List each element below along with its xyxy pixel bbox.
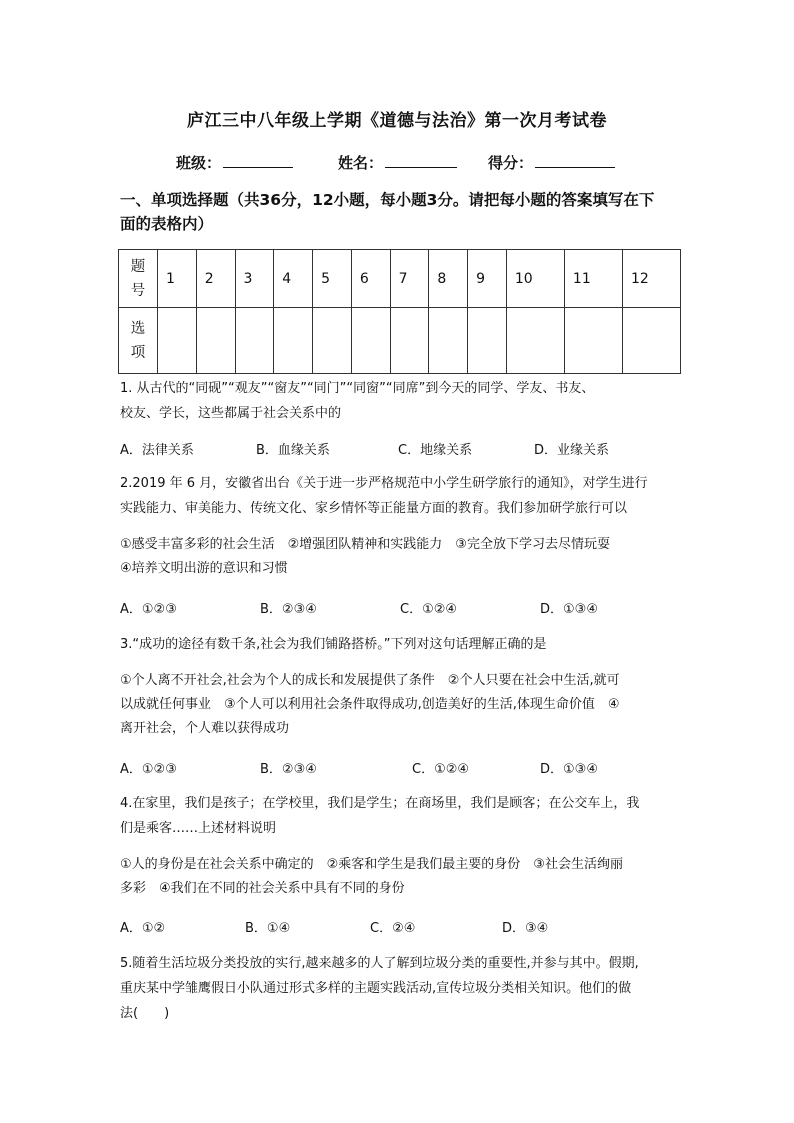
answer-cell[interactable] — [622, 308, 680, 374]
section-heading-line1: 一、单项选择题（共36分，12小题，每小题3分。请把每小题的答案填写在下 — [120, 191, 655, 209]
answer-cell[interactable] — [429, 308, 468, 374]
number-cell: 7 — [390, 250, 429, 308]
number-cell: 10 — [506, 250, 564, 308]
q2-choices-line1: ①感受丰富多彩的社会生活 ②增强团队精神和实践能力 ③完全放下学习去尽情玩耍 — [120, 537, 610, 552]
section-heading-line2: 面的表格内） — [120, 215, 214, 233]
number-cell: 3 — [235, 250, 274, 308]
q3-option-c: C．①②④ — [412, 762, 470, 777]
choice-header-cell — [119, 308, 158, 374]
answer-cell[interactable] — [564, 308, 622, 374]
name-blank[interactable] — [385, 153, 457, 168]
number-cell: 8 — [429, 250, 468, 308]
q1-line1: 1. 从古代的“同砚”“观友”“窗友”“同门”“同窗”“同席”到今天的同学、学友、书友、 — [120, 381, 595, 396]
q2-choices-line2: ④培养文明出游的意识和习惯 — [120, 561, 288, 576]
q1-option-c: C．地缘关系 — [398, 443, 473, 458]
q5-line3: 法( ) — [120, 1006, 170, 1021]
class-blank[interactable] — [223, 153, 293, 168]
q5-line2: 重庆某中学雏鹰假日小队通过形式多样的主题实践活动,宣传垃圾分类相关知识。他们的做 — [120, 981, 632, 996]
choice-header-char1: 选 — [130, 320, 146, 337]
number-cell: 2 — [196, 250, 235, 308]
page-title: 庐江三中八年级上学期《道德与法治》第一次月考试卷 — [187, 111, 607, 131]
number-cell: 4 — [274, 250, 313, 308]
q2-option-c: C．①②④ — [400, 602, 458, 617]
answer-cell[interactable] — [235, 308, 274, 374]
name-field — [338, 152, 457, 173]
answer-cell[interactable] — [390, 308, 429, 374]
number-cell: 6 — [351, 250, 390, 308]
q1-option-b: B．血缘关系 — [256, 443, 330, 458]
answer-cell[interactable] — [313, 308, 352, 374]
q3-line1: 3.“成功的途径有数千条,社会为我们铺路搭桥。”下列对这句话理解正确的是 — [120, 637, 547, 652]
number-header-char1: 题 — [130, 258, 146, 275]
number-cell: 5 — [313, 250, 352, 308]
answer-cell[interactable] — [158, 308, 197, 374]
answer-cell[interactable] — [506, 308, 564, 374]
q1-line2: 校友、学长，这些都属于社会关系中的 — [120, 406, 342, 421]
q4-line1: 4.在家里，我们是孩子；在学校里，我们是学生；在商场里，我们是顾客；在公交车上，我 — [120, 796, 640, 811]
q4-line2: 们是乘客……上述材料说明 — [120, 821, 277, 836]
q5-stem — [120, 951, 639, 1026]
q4-choices — [120, 853, 623, 901]
answer-cell[interactable] — [351, 308, 390, 374]
q3-choices — [120, 669, 620, 741]
number-header-cell — [119, 250, 158, 308]
q2-line2: 实践能力、审美能力、传统文化、家乡情怀等正能量方面的教育。我们参加研学旅行可以 — [120, 501, 628, 516]
q3-option-b: B．②③④ — [260, 762, 317, 777]
q3-choices-line3: 离开社会，个人难以获得成功 — [120, 721, 290, 736]
section-heading — [120, 188, 690, 236]
number-cell: 1 — [158, 250, 197, 308]
class-label: 班级： — [176, 154, 222, 172]
answer-cell[interactable] — [196, 308, 235, 374]
q4-option-b: B．①④ — [245, 921, 291, 936]
class-field — [176, 152, 293, 173]
q2-option-b: B．②③④ — [260, 602, 317, 617]
number-cell: 9 — [468, 250, 507, 308]
number-cell: 11 — [564, 250, 622, 308]
answer-cell[interactable] — [468, 308, 507, 374]
number-cell: 12 — [622, 250, 680, 308]
score-field — [488, 152, 615, 173]
q1-option-a: A．法律关系 — [120, 443, 194, 458]
q4-option-c: C．②④ — [370, 921, 416, 936]
score-label: 得分： — [488, 154, 534, 172]
q2-stem — [120, 471, 648, 521]
q5-line1: 5.随着生活垃圾分类投放的实行,越来越多的人了解到垃圾分类的重要性,并参与其中。假期, — [120, 956, 639, 971]
q4-stem — [120, 791, 639, 841]
q2-choices — [120, 533, 610, 581]
answer-table-number-row — [119, 250, 681, 308]
q4-choices-line1: ①人的身份是在社会关系中确定的 ②乘客和学生是我们最主要的身份 ③社会生活绚丽 — [120, 857, 623, 872]
q4-option-a: A．①② — [120, 921, 166, 936]
q2-option-a: A．①②③ — [120, 602, 177, 617]
q3-option-a: A．①②③ — [120, 762, 177, 777]
q2-option-d: D．①③④ — [540, 602, 598, 617]
score-blank[interactable] — [535, 153, 615, 168]
q1-stem — [120, 376, 594, 426]
q4-choices-line2: 多彩 ④我们在不同的社会关系中具有不同的身份 — [120, 881, 405, 896]
q2-line1: 2.2019 年 6 月，安徽省出台《关于进一步严格规范中小学生研学旅行的通知》，对学生进行 — [120, 476, 648, 491]
q3-choices-line1: ①个人离不开社会,社会为个人的成长和发展提供了条件 ②个人只要在社会中生活,就可 — [120, 673, 620, 688]
q3-stem — [120, 632, 547, 657]
q3-choices-line2: 以成就任何事业 ③个人可以利用社会条件取得成功,创造美好的生活,体现生命价值 ④ — [120, 697, 620, 712]
answer-cell[interactable] — [274, 308, 313, 374]
answer-table — [118, 249, 681, 374]
number-header-char2: 号 — [130, 282, 146, 299]
answer-table-choice-row — [119, 308, 681, 374]
name-label: 姓名： — [338, 154, 384, 172]
q4-option-d: D．③④ — [502, 921, 549, 936]
choice-header-char2: 项 — [130, 344, 146, 361]
q1-option-d: D．业缘关系 — [534, 443, 610, 458]
q3-option-d: D．①③④ — [540, 762, 598, 777]
